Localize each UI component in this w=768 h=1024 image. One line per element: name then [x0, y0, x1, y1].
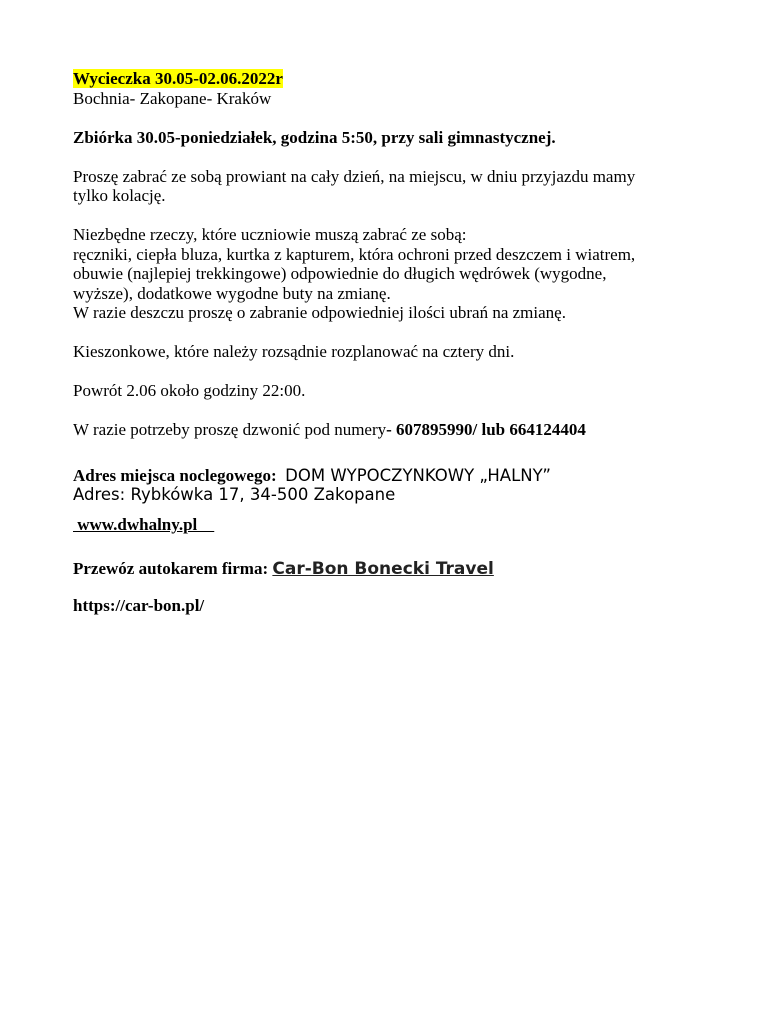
items-line-1: ręczniki, ciepła bluza, kurtka z kapturem, która ochroni przed deszczem i wiatrem, — [73, 244, 636, 264]
transport-url-line — [73, 596, 693, 616]
lodging-address: Adres: Rybkówka 17, 34-500 Zakopane — [73, 485, 396, 504]
transport-label: Przewóz autokarem firma: — [73, 558, 269, 578]
transport-company-link[interactable]: Car-Bon Bonecki Travel — [272, 558, 494, 579]
pocket-money-note: Kieszonkowe, które należy rozsądnie rozplanować na cztery dni. — [73, 342, 515, 361]
meeting-info: Zbiórka 30.05-poniedziałek, godzina 5:50, przy sali gimnastycznej. — [73, 127, 556, 147]
rain-note: W razie deszczu proszę o zabranie odpowiedniej ilości ubrań na zmianę. — [73, 303, 566, 322]
return-info: Powrót 2.06 około godziny 22:00. — [73, 381, 306, 400]
food-line-2: tylko kolację. — [73, 186, 166, 205]
food-line-1: Proszę zabrać ze sobą prowiant na cały dzień, na miejscu, w dniu przyjazdu mamy — [73, 166, 636, 186]
items-line-3: wyższe), dodatkowe wygodne buty na zmianę. — [73, 283, 391, 303]
phone-numbers: - 607895990/ lub 664124404 — [386, 420, 586, 439]
lodging-www-link[interactable]: www.dwhalny.pl — [73, 515, 215, 534]
items-line-2: obuwie (najlepiej trekkingowe) odpowiednie do długich wędrówek (wygodne, — [73, 264, 607, 283]
transport-url[interactable]: https://car-bon.pl/ — [73, 596, 205, 615]
phone-prefix: W razie potrzeby proszę dzwonić pod numery — [73, 420, 387, 439]
lodging-label: Adres miejsca noclegowego: — [73, 465, 277, 485]
route-line: Bochnia- Zakopane- Kraków — [73, 88, 272, 108]
trip-title: Wycieczka 30.05-02.06.2022r — [73, 69, 283, 88]
transport-line — [73, 559, 693, 580]
lodging-name: DOM WYPOCZYNKOWY „HALNY” — [285, 465, 551, 485]
document-page — [73, 69, 693, 616]
lodging-line — [73, 466, 693, 486]
items-intro: Niezbędne rzeczy, które uczniowie muszą zabrać ze sobą: — [73, 225, 467, 244]
phone-line — [73, 420, 693, 440]
title-line — [73, 69, 693, 89]
lodging-www-line — [73, 515, 693, 535]
